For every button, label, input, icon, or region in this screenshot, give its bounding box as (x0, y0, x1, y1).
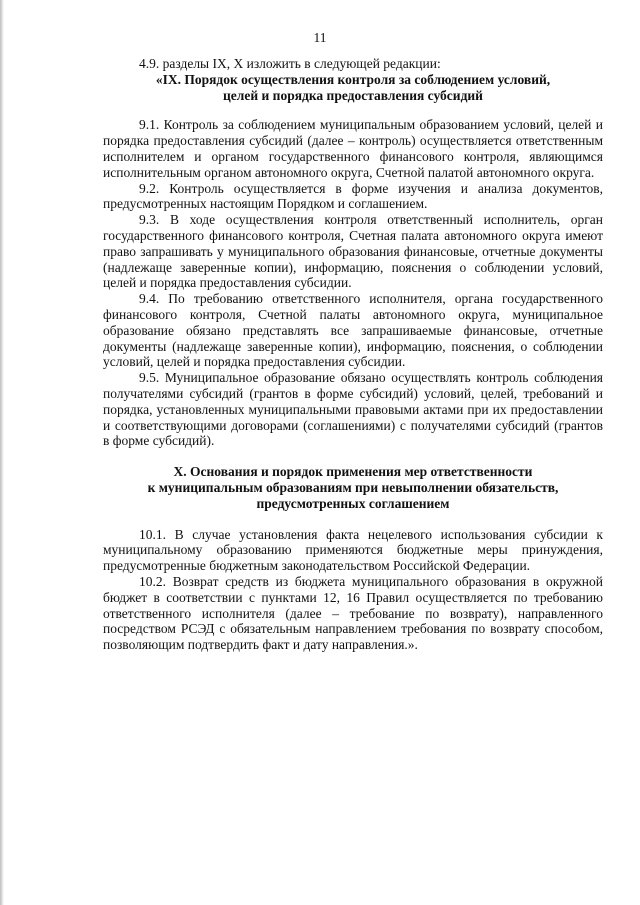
section-9-heading-line-1: «IX. Порядок осуществления контроля за соблюдением условий, (155, 71, 551, 87)
paragraph-9-5: 9.5. Муниципальное образование обязано осуществлять контроль соблюдения получателями субсидий (грантов в форме субсидий) условий, целей, требований и порядка, установленных муниципальными правовыми актами при их предоставлении и соответствующими договорами (соглашениями) с получателями субсидий (грантов в форме субсидий). (103, 370, 603, 449)
section-10-heading-line-2: к муниципальным образованиям при невыполнении обязательств, (147, 479, 559, 495)
page-edge-shadow (0, 0, 4, 905)
paragraph-9-2: 9.2. Контроль осуществляется в форме изучения и анализа документов, предусмотренных настоящим Порядком и соглашением. (103, 180, 603, 212)
page-number: 11 (313, 30, 327, 45)
amendment-intro: 4.9. разделы IX, X изложить в следующей редакции: (139, 56, 441, 71)
document-body (103, 56, 603, 653)
section-9-heading (103, 72, 603, 104)
paragraph-10-2: 10.2. Возврат средств из бюджета муниципального образования в окружной бюджет в соответствии с пунктами 12, 16 Правил осуществляется по требованию ответственного исполнителя (далее – требование по возврату), направленного посредством РСЭД с обязательным направлением требования по возврату способом, позволяющим подтвердить факт и дату направления.». (103, 573, 603, 653)
section-10-heading (103, 464, 603, 511)
paragraph-9-3: 9.3. В ходе осуществления контроля ответственный исполнитель, орган государственного финансового контроля, Счетная палата автономного округа имеют право запрашивать у муниципального образования финансовые, отчетные документы (надлежаще заверенные копии), информацию, пояснения о соблюдении условий, целей и порядка предоставления субсидии. (103, 212, 603, 291)
paragraph-9-1: 9.1. Контроль за соблюдением муниципальным образованием условий, целей и порядка предоставления субсидий (далее – контроль) осуществляется ответственным исполнителем и органом государственного финансового контроля, являющимся исполнительным органом автономного округа, Счетной палатой автономного округа. (103, 117, 603, 180)
section-9-heading-line-2: целей и порядка предоставления субсидий (223, 87, 483, 103)
section-10-heading-line-3: предусмотренных соглашением (256, 495, 450, 511)
paragraph-9-4: 9.4. По требованию ответственного исполнителя, органа государственного финансового контроля, Счетной палаты автономного округа, муниципальное образование обязано представлять все запрашиваемые финансовые, отчетные документы (надлежаще заверенные копии), информацию, пояснения, о соблюдении условий, целей и порядка предоставления субсидии. (103, 291, 603, 370)
section-10-heading-line-1: X. Основания и порядок применения мер ответственности (173, 464, 533, 480)
paragraph-10-1: 10.1. В случае установления факта нецелевого использования субсидии к муниципальному образованию применяются бюджетные меры принуждения, предусмотренные бюджетным законодательством Российской Федерации. (103, 526, 603, 574)
